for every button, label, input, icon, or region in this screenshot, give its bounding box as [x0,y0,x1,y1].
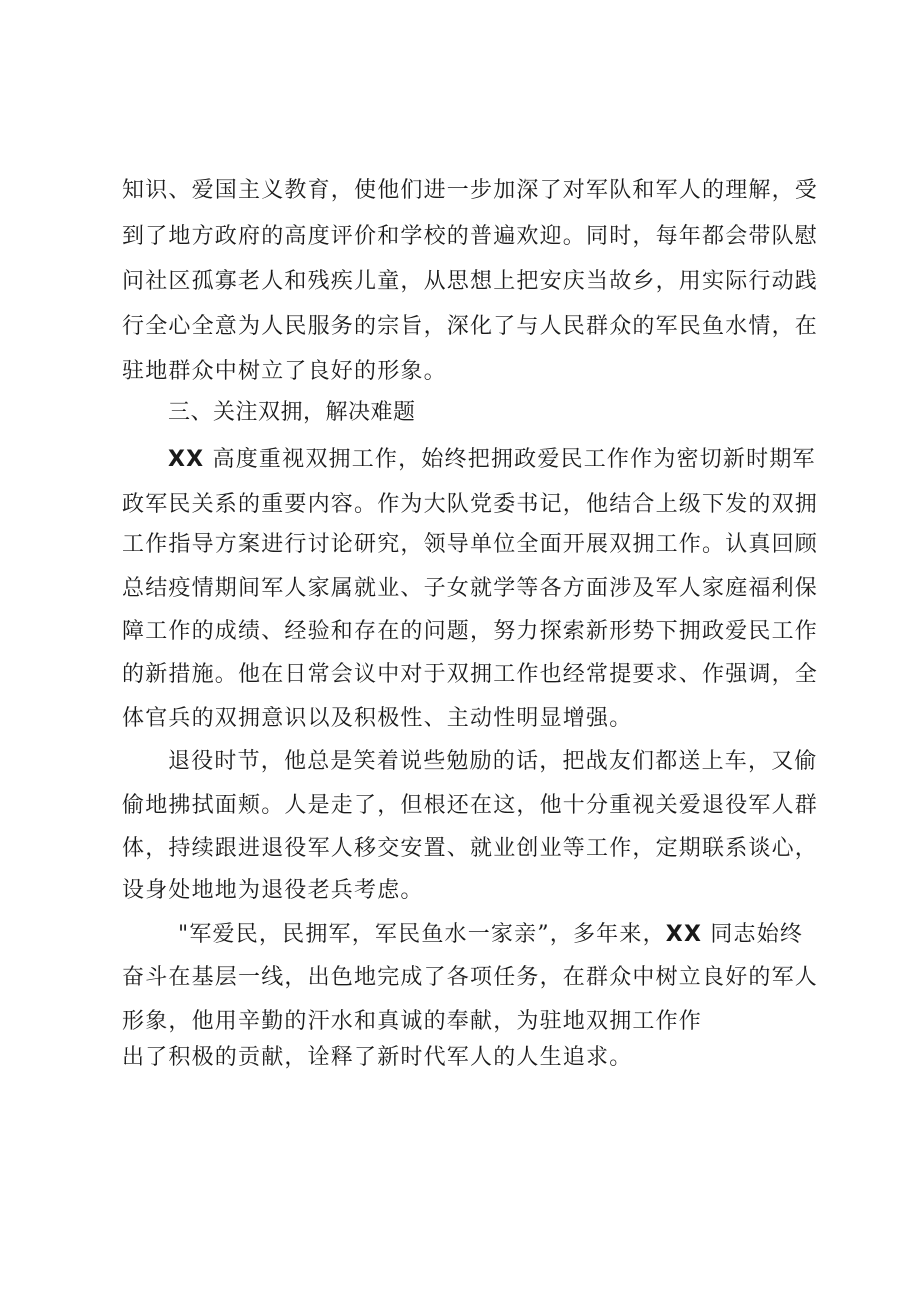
paragraph-3-line-4: 设身处地地为退役老兵考虑。 [122,878,424,903]
paragraph-4-line-1-end: 同志始终 [710,922,804,947]
paragraph-2-line-7: 体官兵的双拥意识以及积极性、主动性明显增强。 [122,706,633,731]
paragraph-2-line-3: 工作指导方案进行讨论研究，领导单位全面开展双拥工作。认真回顾 [122,532,819,557]
paragraph-2-line-6: 的新措施。他在日常会议中对于双拥工作也经常提要求、作强调，全 [122,662,819,687]
paragraph-4-line-2: 奋斗在基层一线，出色地完成了各项任务，在群众中树立良好的军人 [122,965,819,990]
paragraph-3-line-1: 退役时节，他总是笑着说些勉励的话，把战友们都送上车，又偷 [168,749,818,774]
paragraph-4-line-4: 出了积极的贡献，诠释了新时代军人的人生追求。 [122,1045,633,1070]
quote-text: "军爱民，民拥军，军民鱼水一家亲”，多年来， [178,922,666,947]
paragraph-3-line-2: 偷地拂拭面颊。人是走了，但根还在这，他十分重视关爱退役军人群 [122,793,819,818]
paragraph-2-line-4: 总结疫情期间军人家属就业、子女就学等各方面涉及军人家庭福利保 [122,576,819,601]
paragraph-3-line-3: 体，持续跟进退役军人移交安置、就业创业等工作，定期联系谈心， [122,836,819,861]
paragraph-2-line-1-text: 高度重视双拥工作，始终把拥政爱民工作作为密切新时期军 [212,447,816,472]
paragraph-1-line-2: 到了地方政府的高度评价和学校的普遍欢迎。同时，每年都会带队慰 [122,224,819,249]
paragraph-1-line-3: 问社区孤寡老人和残疾儿童，从思想上把安庆当故乡，用实际行动践 [122,269,819,294]
paragraph-2-line-2: 政军民关系的重要内容。作为大队党委书记，他结合上级下发的双拥 [122,492,819,517]
name-placeholder-2: XX [665,922,703,947]
name-placeholder: XX [168,447,205,472]
section-heading: 三、关注双拥，解决难题 [168,400,416,425]
paragraph-1-line-5: 驻地群众中树立了良好的形象。 [122,359,447,384]
paragraph-1-line-4: 行全心全意为人民服务的宗旨，深化了与人民群众的军民鱼水情，在 [122,314,819,339]
paragraph-4-line-3: 形象，他用辛勤的汗水和真诚的奉献，为驻地双拥工作作 [122,1009,703,1034]
paragraph-2-line-5: 障工作的成绩、经验和存在的问题，努力探索新形势下拥政爱民工作 [122,619,819,644]
paragraph-1-line-1: 知识、爱国主义教育，使他们进一步加深了对军队和军人的理解，受 [122,178,819,203]
paragraph-2-line-1 [168,445,816,475]
paragraph-4-line-1 [178,920,803,950]
